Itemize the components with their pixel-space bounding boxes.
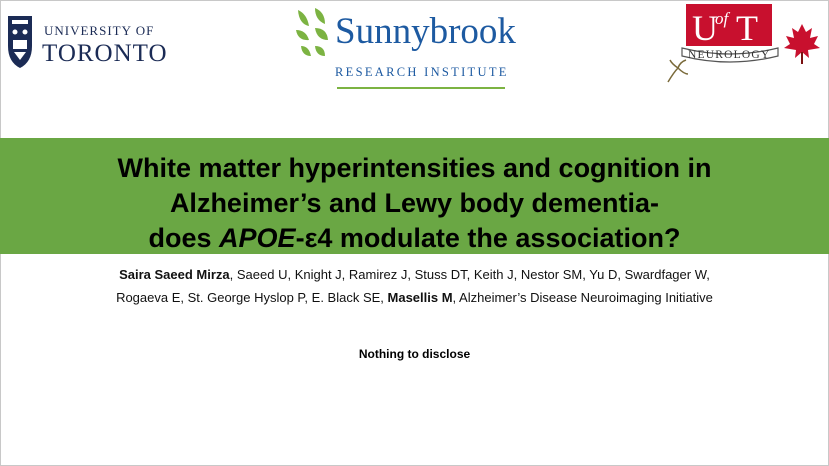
neuron-icon bbox=[668, 60, 688, 82]
neuro-of: of bbox=[715, 9, 729, 28]
neuro-u: U bbox=[692, 8, 718, 48]
sunnybrook-name: Sunnybrook bbox=[335, 11, 516, 52]
author-list bbox=[0, 263, 829, 309]
authors-line1-rest: , Saeed U, Knight J, Ramirez J, Stuss DT, Keith J, Nestor SM, Yu D, Swardfager W, bbox=[229, 267, 710, 282]
title-line3-pre: does bbox=[148, 223, 220, 253]
author-line-2 bbox=[0, 286, 829, 309]
uoft-logo bbox=[6, 10, 181, 72]
slide-title bbox=[0, 151, 829, 256]
first-author: Saira Saeed Mirza bbox=[119, 267, 230, 282]
title-line-3 bbox=[0, 221, 829, 256]
neuro-label: NEUROLOGY bbox=[688, 49, 771, 61]
author-line-1 bbox=[0, 263, 829, 286]
disclosure-statement: Nothing to disclose bbox=[358, 347, 471, 361]
sunnybrook-logo bbox=[293, 6, 516, 86]
uoft-line2: TORONTO bbox=[42, 40, 168, 67]
title-line-1: White matter hyperintensities and cognition in bbox=[117, 153, 712, 183]
authors-line2-post: , Alzheimer’s Disease Neuroimaging Initiative bbox=[452, 290, 713, 305]
authors-line2-pre: Rogaeva E, St. George Hyslop P, E. Black SE, bbox=[116, 290, 388, 305]
maple-leaf-icon bbox=[784, 24, 820, 64]
leaf-icon bbox=[293, 6, 333, 62]
title-line-2: Alzheimer’s and Lewy body dementia- bbox=[169, 188, 660, 218]
uoft-neurology-logo bbox=[662, 2, 822, 86]
sunnybrook-underline bbox=[337, 87, 505, 89]
neurology-emblem bbox=[662, 2, 822, 86]
title-apoe: APOE bbox=[219, 223, 296, 253]
senior-author: Masellis M bbox=[387, 290, 453, 305]
neuro-t: T bbox=[736, 8, 758, 48]
title-line3-post: -ε4 modulate the association? bbox=[295, 223, 681, 253]
uoft-line1: UNIVERSITY OF bbox=[44, 23, 155, 38]
sunnybrook-sub: RESEARCH INSTITUTE bbox=[335, 65, 509, 79]
uoft-crest-icon bbox=[6, 12, 34, 70]
